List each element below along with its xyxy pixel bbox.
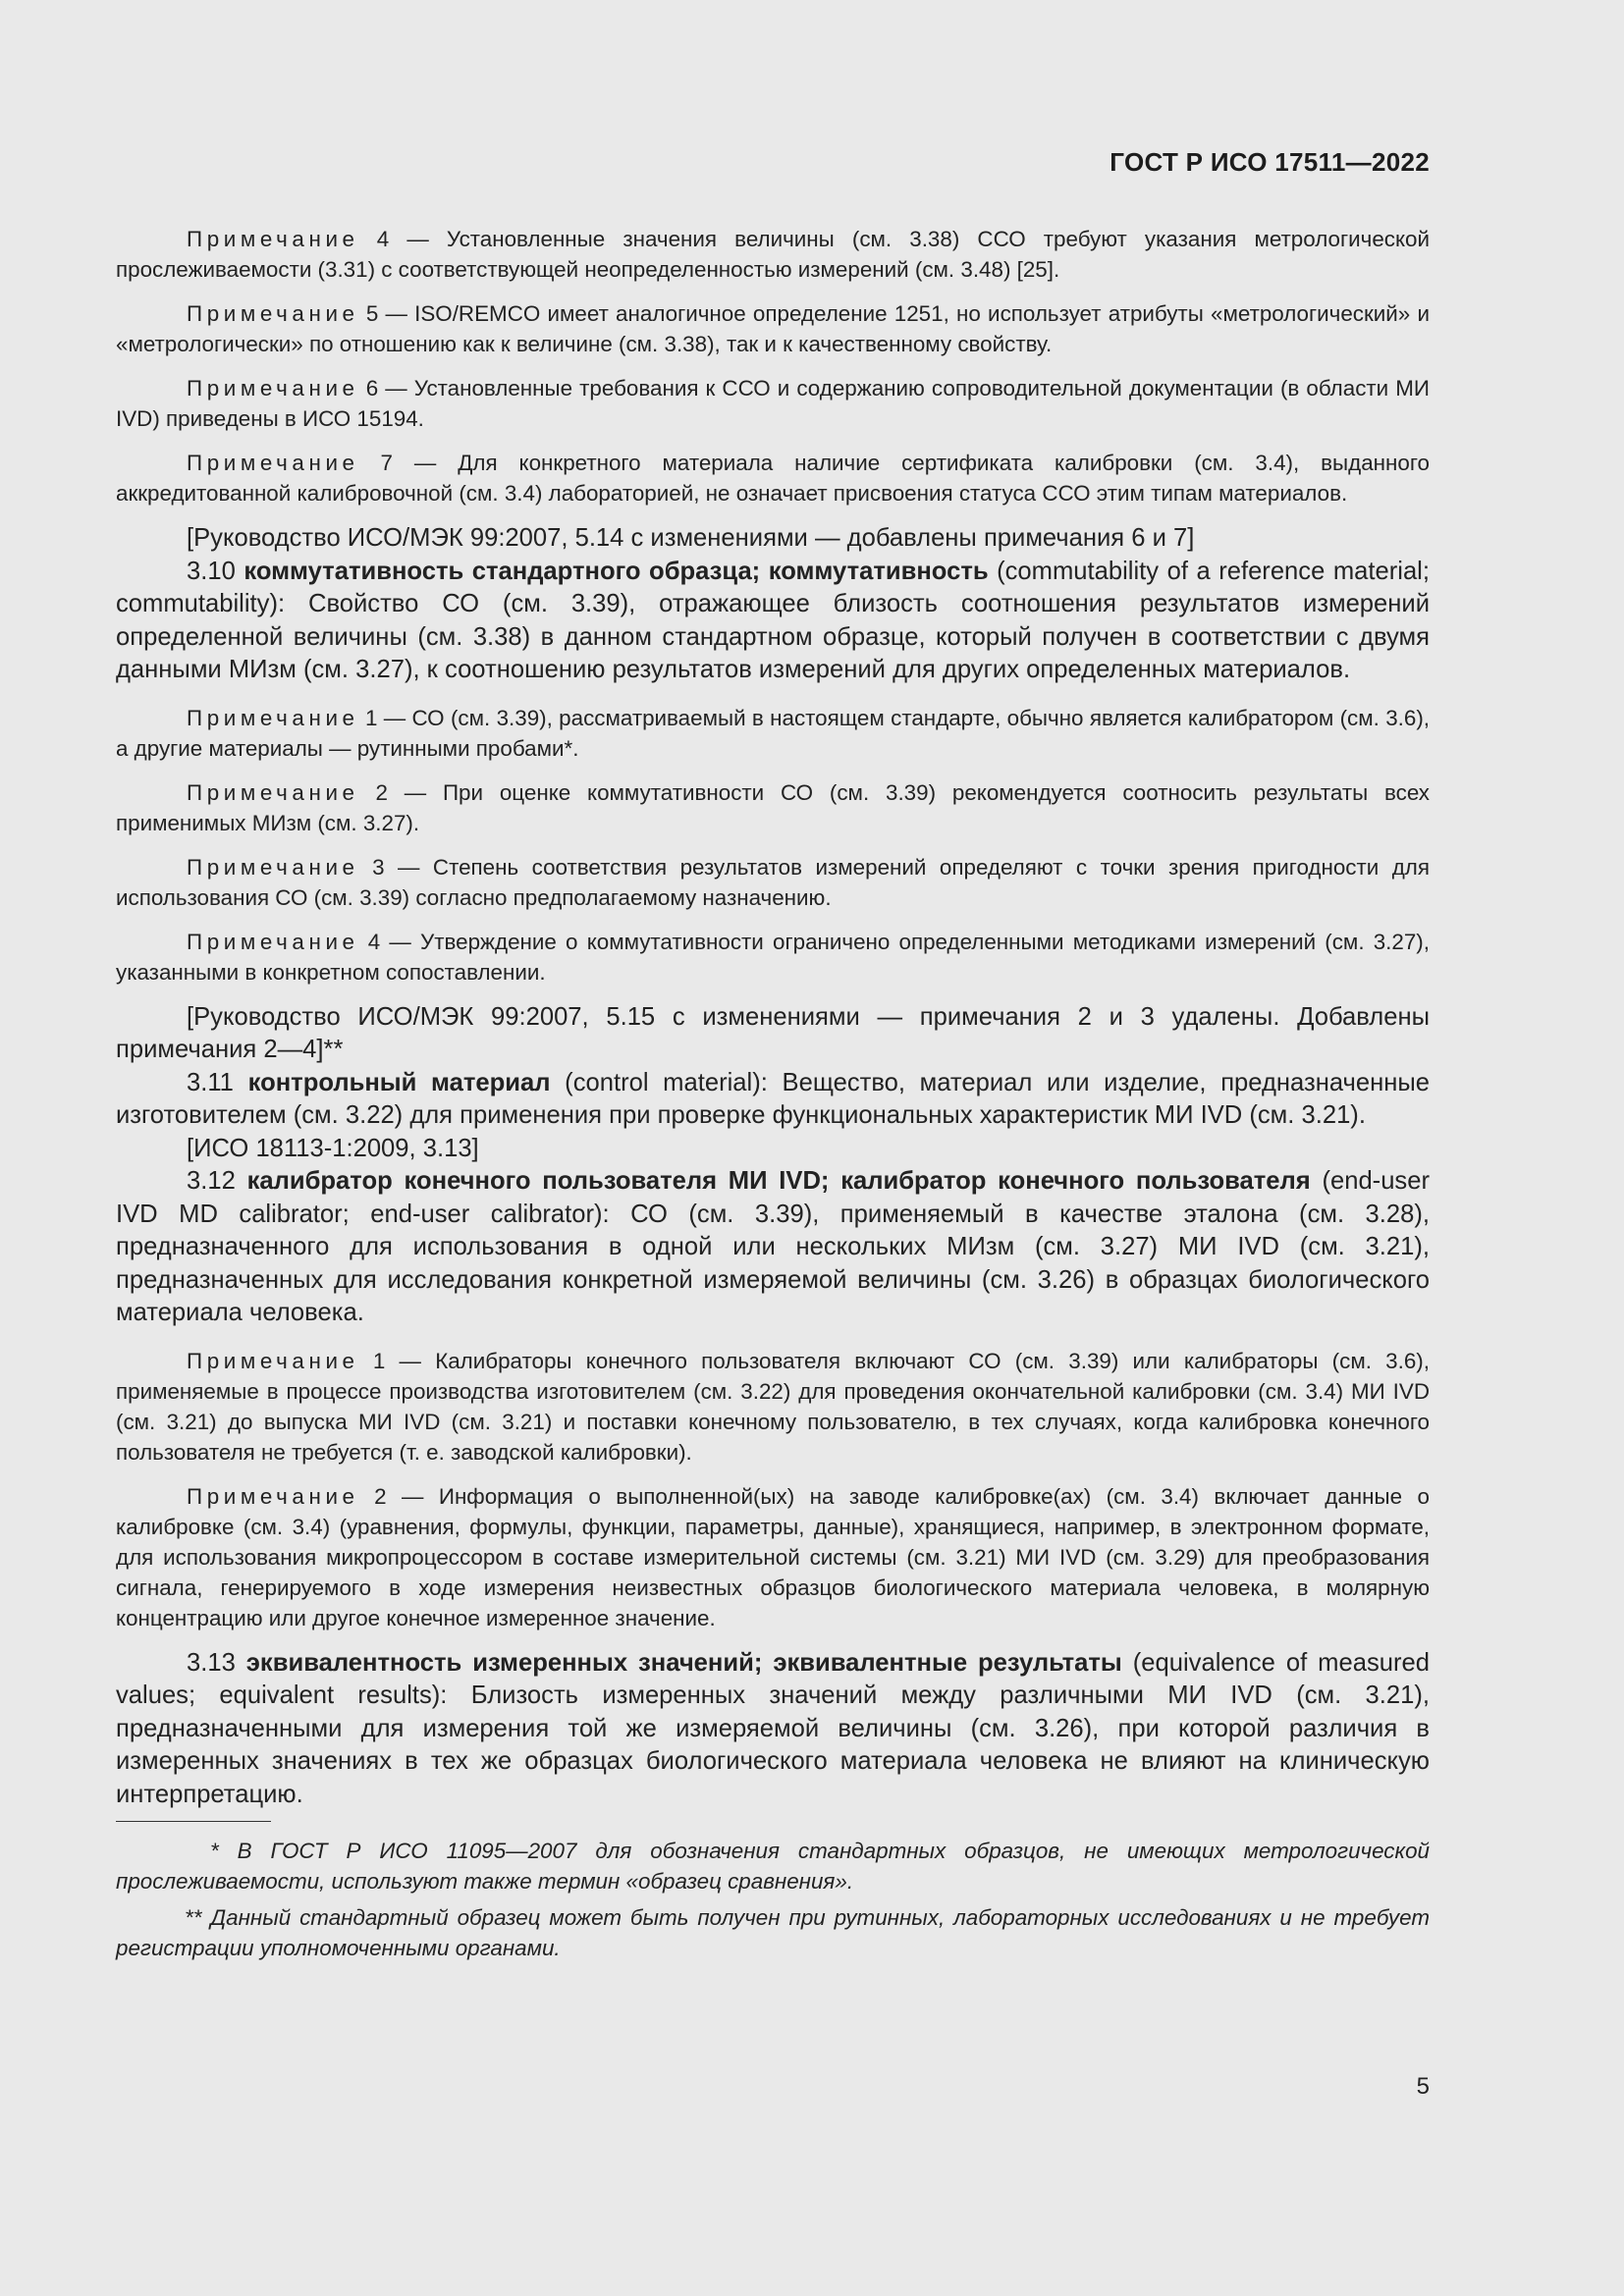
note-label: Примечание bbox=[187, 1348, 359, 1373]
footnote-text: В ГОСТ Р ИСО 11095—2007 для обозначения стандартных образцов, не имеющих метрологической прослеживаемости, используют также термин «образец сравнения». bbox=[116, 1839, 1430, 1894]
note-label: Примечание bbox=[187, 1483, 359, 1509]
document-page bbox=[116, 0, 1430, 2296]
note-number: 3 bbox=[372, 854, 385, 880]
note bbox=[116, 373, 1430, 434]
term-entry-3-12 bbox=[116, 1165, 1430, 1330]
note-number: 1 bbox=[364, 705, 378, 730]
note-number: 4 bbox=[376, 227, 390, 251]
reference-citation: [Руководство ИСО/МЭК 99:2007, 5.15 с изменениями — примечания 2 и 3 удалены. Добавлены примечания 2—4]** bbox=[116, 1002, 1430, 1063]
note-number: 6 bbox=[365, 376, 379, 400]
page-content bbox=[116, 224, 1430, 1969]
note-label: Примечание bbox=[187, 227, 359, 251]
term-number: 3.10 bbox=[187, 557, 236, 585]
note bbox=[116, 777, 1430, 838]
note bbox=[116, 298, 1430, 359]
term-number: 3.11 bbox=[187, 1068, 234, 1096]
note-label: Примечание bbox=[187, 451, 359, 475]
reference-citation: [ИСО 18113-1:2009, 3.13] bbox=[187, 1134, 479, 1162]
document-header: ГОСТ Р ИСО 17511—2022 bbox=[1110, 147, 1430, 177]
note-text: — Установленные значения величины (см. 3.38) ССО требуют указания метрологической прослеживаемости (3.31) с соответствующей неопределенностью измерений (см. 3.48) [25]. bbox=[116, 227, 1430, 282]
term-definition: (equivalence of measured values; equivalent results): Близость измеренных значений между различными МИ IVD (см. 3.21), предназначенными для измерения той же измеряемой величины (см. 3.26), при которой различия в измеренных значениях в тех же образцах биологического материала человека не влияют на клиническую интерпретацию. bbox=[116, 1648, 1430, 1808]
note-text: — ISO/REMCO имеет аналогичное определение 1251, но использует атрибуты «метрологический» и «метрологически» по отношению как к величине (см. 3.38), так и к качественному свойству. bbox=[116, 301, 1430, 356]
note-number: 7 bbox=[380, 451, 393, 475]
footnote bbox=[116, 1902, 1430, 1963]
note-text: — Утверждение о коммутативности ограничено определенными методиками измерений (см. 3.27), указанными в конкретном сопоставлении. bbox=[116, 929, 1430, 985]
term-entry-3-10 bbox=[116, 556, 1430, 687]
term-number: 3.13 bbox=[187, 1648, 236, 1677]
reference-citation: [Руководство ИСО/МЭК 99:2007, 5.14 с изменениями — добавлены примечания 6 и 7] bbox=[187, 524, 1195, 552]
term-definition: (end-user IVD MD calibrator; end-user calibrator): СО (см. 3.39), применяемый в качестве эталона (см. 3.28), предназначенного для использования в одной или нескольких МИзм (см. 3.27) МИ IVD (см. 3.21), предназначенных для исследования конкретной измеряемой величины (см. 3.26) в образцах биологического материала человека. bbox=[116, 1167, 1430, 1326]
note-text: — Степень соответствия результатов измерений определяют с точки зрения пригодности для использования СО (см. 3.39) согласно предполагаемому назначению. bbox=[116, 854, 1430, 910]
note bbox=[116, 1481, 1430, 1633]
term-title: контрольный материал bbox=[247, 1068, 551, 1096]
note-text: — Калибраторы конечного пользователя включают СО (см. 3.39) или калибраторы (см. 3.6), применяемые в процессе производства изготовителем (см. 3.22) для проведения окончательной калибровки (см. 3.4) МИ IVD (см. 3.21) до выпуска МИ IVD (см. 3.21) и поставки конечному пользователю, в тех случаях, когда калибровка конечного пользователя не требуется (т. е. заводской калибровки). bbox=[116, 1348, 1430, 1465]
note-text: — Информация о выполненной(ых) на заводе калибровке(ах) (см. 3.4) включает данные о калибровке (см. 3.4) (уравнения, формулы, функции, параметры, данные), хранящиеся, например, в электронном формате, для использования микропроцессором в составе измерительной системы (см. 3.21) МИ IVD (см. 3.29) для преобразования сигнала, генерируемого в ходе измерения неизвестных образцов биологического материала человека, в молярную концентрацию или другое конечное измеренное значение. bbox=[116, 1483, 1430, 1630]
page-number: 5 bbox=[1416, 2073, 1430, 2100]
note-label: Примечание bbox=[187, 705, 359, 730]
footnote-separator bbox=[116, 1821, 271, 1822]
note-number: 2 bbox=[375, 779, 388, 805]
note bbox=[116, 224, 1430, 285]
term-entry-3-13 bbox=[116, 1647, 1430, 1812]
note-number: 5 bbox=[365, 301, 379, 326]
note-label: Примечание bbox=[187, 376, 359, 400]
note-text: — Установленные требования к ССО и содержанию сопроводительной документации (в области МИ IVD) приведены в ИСО 15194. bbox=[116, 376, 1430, 431]
term-definition: (commutability of a reference material; commutability): Свойство СО (см. 3.39), отражающее близость соотношения результатов измерений определенной величины (см. 3.38) в данном стандартном образце, который получен в соответствии с двумя данными МИзм (см. 3.27), к соотношению результатов измерений для других определенных материалов. bbox=[116, 557, 1430, 683]
term-title: коммутативность стандартного образца; коммутативность bbox=[244, 557, 989, 585]
note-label: Примечание bbox=[187, 929, 359, 954]
term-entry-3-11 bbox=[116, 1067, 1430, 1133]
note bbox=[116, 927, 1430, 988]
note-label: Примечание bbox=[187, 779, 359, 805]
note-text: — Для конкретного материала наличие сертификата калибровки (см. 3.4), выданного аккредитованной калибровочной (см. 3.4) лабораторией, не означает присвоения статуса ССО этим типам материалов. bbox=[116, 451, 1430, 506]
note-number: 4 bbox=[367, 929, 381, 954]
note bbox=[116, 1346, 1430, 1468]
note-label: Примечание bbox=[187, 854, 359, 880]
footnote-mark: * bbox=[210, 1839, 219, 1863]
term-title: калибратор конечного пользователя МИ IVD; калибратор конечного пользователя bbox=[246, 1167, 1311, 1195]
note-text: — При оценке коммутативности СО (см. 3.39) рекомендуется соотносить результаты всех применимых МИзм (см. 3.27). bbox=[116, 779, 1430, 835]
term-definition: (control material): Вещество, материал или изделие, предназначенные изготовителем (см. 3.22) для применения при проверке функциональных характеристик МИ IVD (см. 3.21). bbox=[116, 1068, 1430, 1129]
note-number: 2 bbox=[374, 1483, 387, 1509]
note-label: Примечание bbox=[187, 301, 359, 326]
note bbox=[116, 703, 1430, 764]
note-number: 1 bbox=[372, 1348, 386, 1373]
term-number: 3.12 bbox=[187, 1167, 236, 1195]
note-text: — СО (см. 3.39), рассматриваемый в настоящем стандарте, обычно является калибратором (см. 3.6), а другие материалы — рутинными пробами*. bbox=[116, 705, 1430, 761]
footnote-mark: ** bbox=[185, 1905, 202, 1930]
note bbox=[116, 852, 1430, 913]
footnote bbox=[116, 1836, 1430, 1896]
term-title: эквивалентность измеренных значений; эквивалентные результаты bbox=[245, 1648, 1122, 1677]
footnote-text: Данный стандартный образец может быть получен при рутинных, лабораторных исследованиях и не требует регистрации уполномоченными органами. bbox=[116, 1905, 1430, 1960]
note bbox=[116, 448, 1430, 508]
